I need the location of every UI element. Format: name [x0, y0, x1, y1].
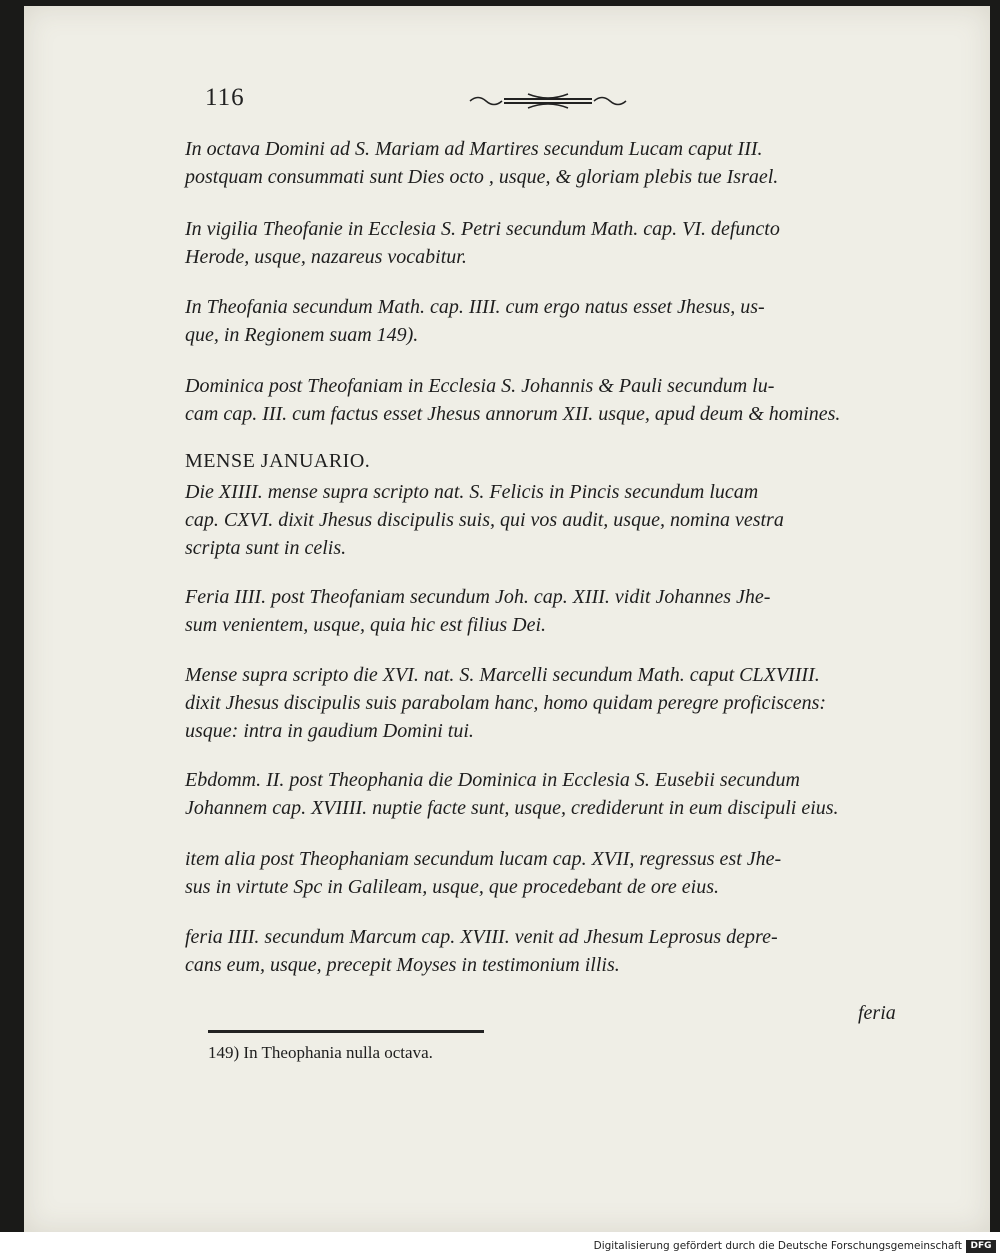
text-line: Johannem cap. XVIIII. nuptie facte sunt, usque, crediderunt in eum discipuli eius.: [185, 797, 839, 819]
text-line: Dominica post Theofaniam in Ecclesia S. Johannis & Pauli secundum lu-: [185, 375, 775, 397]
paragraph-2: [185, 215, 923, 271]
text-line: usque: intra in gaudium Domini tui.: [185, 720, 474, 742]
header-ornament: [468, 92, 628, 110]
page-number: 116: [205, 84, 245, 111]
text-line: Herode, usque, nazareus vocabitur.: [185, 246, 467, 268]
text-line: scripta sunt in celis.: [185, 537, 347, 559]
text-line: postquam consummati sunt Dies octo , usque, & gloriam plebis tue Israel.: [185, 166, 779, 188]
paragraph-6: [185, 583, 923, 639]
catchword: feria: [858, 1002, 896, 1024]
text-line: Ebdomm. II. post Theophania die Dominica in Ecclesia S. Eusebii secundum: [185, 769, 800, 791]
footnote: 149) In Theophania nulla octava.: [208, 1043, 433, 1062]
paragraph-7: [185, 661, 923, 745]
text-line: dixit Jhesus discipulis suis parabolam hanc, homo quidam peregre proficiscens:: [185, 692, 827, 714]
paragraph-3: [185, 293, 923, 349]
paragraph-8: [185, 766, 923, 822]
text-line: sus in virtute Spc in Galileam, usque, que procedebant de ore eius.: [185, 876, 719, 898]
paragraph-10: [185, 923, 923, 979]
text-line: Die XIIII. mense supra scripto nat. S. Felicis in Pincis secundum lucam: [185, 481, 759, 503]
paragraph-1: [185, 135, 923, 191]
text-line: Mense supra scripto die XVI. nat. S. Marcelli secundum Math. caput CLXVIIII.: [185, 664, 820, 686]
text-line: Feria IIII. post Theofaniam secundum Joh. cap. XIII. vidit Johannes Jhe-: [185, 586, 771, 608]
text-line: In octava Domini ad S. Mariam ad Martires secundum Lucam caput III.: [185, 138, 763, 160]
text-line: In vigilia Theofanie in Ecclesia S. Petri secundum Math. cap. VI. defuncto: [185, 218, 780, 240]
text-line: feria IIII. secundum Marcum cap. XVIII. venit ad Jhesum Leprosus depre-: [185, 926, 778, 948]
text-line: cans eum, usque, precepit Moyses in testimonium illis.: [185, 954, 620, 976]
text-line: In Theofania secundum Math. cap. IIII. cum ergo natus esset Jhesus, us-: [185, 296, 765, 318]
paragraph-5: [185, 478, 923, 562]
text-line: sum venientem, usque, quia hic est filius Dei.: [185, 614, 547, 636]
dfg-logo: DFG: [966, 1240, 996, 1253]
paragraph-9: [185, 845, 923, 901]
text-line: cam cap. III. cum factus esset Jhesus annorum XII. usque, apud deum & homines.: [185, 403, 841, 425]
text-line: item alia post Theophaniam secundum lucam cap. XVII, regressus est Jhe-: [185, 848, 782, 870]
footnote-rule: [208, 1030, 484, 1033]
paragraph-4: [185, 372, 923, 428]
text-line: que, in Regionem suam 149).: [185, 324, 419, 346]
credit-text: Digitalisierung gefördert durch die Deutsche Forschungsgemeinschaft: [593, 1240, 962, 1252]
text-line: cap. CXVI. dixit Jhesus discipulis suis, qui vos audit, usque, nomina vestra: [185, 509, 784, 531]
section-heading: MENSE JANUARIO.: [185, 450, 371, 472]
